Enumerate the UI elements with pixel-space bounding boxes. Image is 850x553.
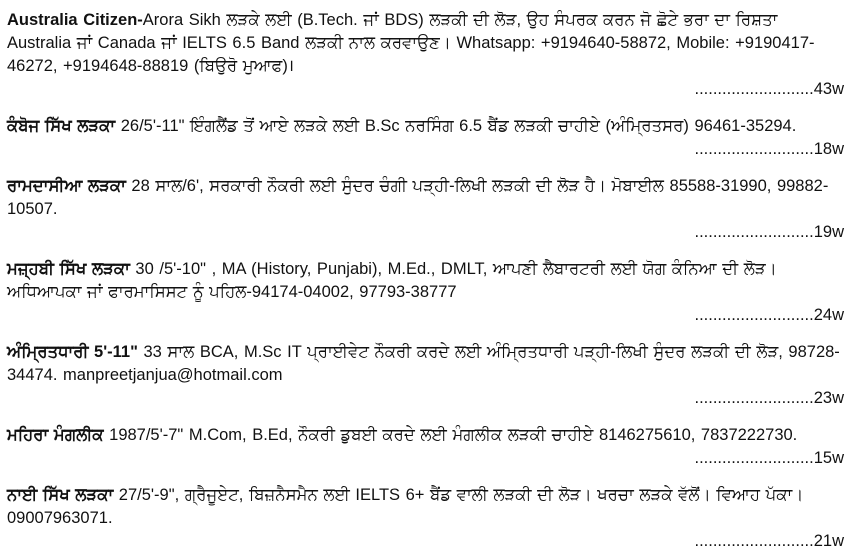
ad-leader-dots: .......................... [694, 80, 814, 98]
ad-headline: ਮਹਿਰਾ ਮੰਗਲੀਕ [7, 426, 104, 444]
classified-ad [7, 258, 844, 327]
ad-headline: ਨਾਈ ਸਿੱਖ ਲੜਕਾ [7, 486, 114, 504]
ad-footer [7, 304, 844, 327]
ad-code: 19w [813, 223, 844, 241]
ad-leader-dots: .......................... [694, 532, 814, 550]
ad-footer [7, 387, 844, 410]
ad-code: 23w [813, 389, 844, 407]
ad-leader-dots: .......................... [694, 449, 814, 467]
classified-ad [7, 175, 844, 244]
ad-code: 43w [813, 80, 844, 98]
ad-footer [7, 78, 844, 101]
classified-ad [7, 424, 844, 470]
ad-text [7, 258, 844, 304]
ad-text [7, 424, 844, 447]
ad-headline: ਕੰਬੋਜ ਸਿੱਖ ਲੜਕਾ [7, 117, 116, 135]
ad-text [7, 175, 844, 221]
ad-body: 30 /5'-10" , MA (History, Punjabi), M.Ed., DMLT, ਆਪਣੀ ਲੈਬਾਰਟਰੀ ਲਈ ਯੋਗ ਕੰਨਿਆ ਦੀ ਲੋੜ। ਅਧਿਆਪਕਾ ਜਾਂ ਫਾਰਮਾਸਿਸਟ ਨੂੰ ਪਹਿਲ-94174-04002, 97793-38777 [7, 260, 777, 301]
ad-code: 15w [813, 449, 844, 467]
ad-headline: ਰਾਮਦਾਸੀਆ ਲੜਕਾ [7, 177, 126, 195]
ad-text [7, 115, 844, 138]
ad-leader-dots: .......................... [694, 306, 814, 324]
ad-text [7, 9, 844, 78]
ad-footer [7, 221, 844, 244]
ad-footer [7, 138, 844, 161]
ad-text [7, 341, 844, 387]
ad-body: 28 ਸਾਲ/6', ਸਰਕਾਰੀ ਨੌਕਰੀ ਲਈ ਸੁੰਦਰ ਚੰਗੀ ਪੜ੍ਹੀ-ਲਿਖੀ ਲੜਕੀ ਦੀ ਲੋੜ ਹੈ। ਮੋਬਾਈਲ 85588-31990, 99882-10507. [7, 177, 829, 218]
ad-headline: ਅੰਮ੍ਰਿਤਧਾਰੀ 5'-11" [7, 343, 138, 361]
ad-footer [7, 530, 844, 553]
classified-ads-column [7, 9, 844, 553]
ad-text [7, 484, 844, 530]
classified-ad [7, 484, 844, 553]
ad-code: 24w [813, 306, 844, 324]
ad-code: 18w [813, 140, 844, 158]
ad-body: Arora Sikh ਲੜਕੇ ਲਈ (B.Tech. ਜਾਂ BDS) ਲੜਕੀ ਦੀ ਲੋੜ, ਉਹ ਸੰਪਰਕ ਕਰਨ ਜੋ ਛੋਟੇ ਭਰਾ ਦਾ ਰਿਸ਼ਤਾ Australia ਜਾਂ Canada ਜਾਂ IELTS 6.5 Band ਲੜਕੀ ਨਾਲ ਕਰਵਾਉਣ। Whatsapp: +9194640-58872, Mobile: +9190417-46272, +9194648-88819 (ਬਿਉਰੋ ਮੁਆਫ)। [7, 11, 815, 75]
classified-ad [7, 115, 844, 161]
ad-headline: ਮਜ਼੍ਹਬੀ ਸਿੱਖ ਲੜਕਾ [7, 260, 130, 278]
ad-body: 1987/5'-7" M.Com, B.Ed, ਨੌਕਰੀ ਡੁਬਈ ਕਰਦੇ ਲਈ ਮੰਗਲੀਕ ਲੜਕੀ ਚਾਹੀਏ 8146275610, 7837222730. [103, 426, 798, 444]
classified-ad [7, 9, 844, 101]
ad-body: 27/5'-9", ਗ੍ਰੈਜੂਏਟ, ਬਿਜ਼ਨੈਸਮੈਨ ਲਈ IELTS 6+ ਬੈਂਡ ਵਾਲੀ ਲੜਕੀ ਦੀ ਲੋੜ। ਖਰਚਾ ਲੜਕੇ ਵੱਲੋਂ। ਵਿਆਹ ਪੱਕਾ। 09007963071. [7, 486, 804, 527]
ad-leader-dots: .......................... [694, 223, 814, 241]
ad-body: 33 ਸਾਲ BCA, M.Sc IT ਪ੍ਰਾਈਵੇਟ ਨੌਕਰੀ ਕਰਦੇ ਲਈ ਅੰਮ੍ਰਿਤਧਾਰੀ ਪੜ੍ਹੀ-ਲਿਖੀ ਸੁੰਦਰ ਲੜਕੀ ਦੀ ਲੋੜ, 98728-34474. manpreetjanjua@hotmail.com [7, 343, 840, 384]
classified-ad [7, 341, 844, 410]
ad-leader-dots: .......................... [694, 140, 814, 158]
ad-footer [7, 447, 844, 470]
ad-headline: Australia Citizen- [7, 11, 143, 29]
ad-leader-dots: .......................... [694, 389, 814, 407]
ad-body: 26/5'-11" ਇੰਗਲੈਂਡ ਤੋਂ ਆਏ ਲੜਕੇ ਲਈ B.Sc ਨਰਸਿੰਗ 6.5 ਬੈਂਡ ਲੜਕੀ ਚਾਹੀਏ (ਅੰਮ੍ਰਿਤਸਰ) 96461-35294. [115, 117, 797, 135]
ad-code: 21w [813, 532, 844, 550]
